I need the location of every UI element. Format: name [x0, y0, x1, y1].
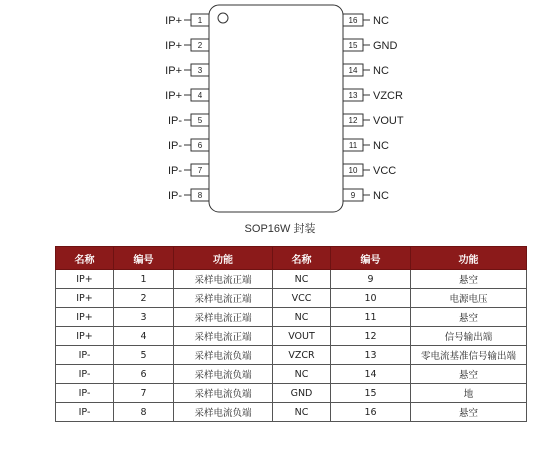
pin-number: 2 — [197, 41, 203, 50]
right-pin-14 — [343, 64, 389, 77]
table-cell: IP+ — [56, 308, 114, 327]
table-cell: NC — [273, 365, 331, 384]
table-row — [56, 403, 527, 422]
pin-number: 16 — [348, 16, 358, 25]
pin-number: 9 — [350, 191, 356, 200]
column-header: 编号 — [331, 247, 411, 270]
table-cell: 9 — [331, 270, 411, 289]
table-cell: NC — [273, 403, 331, 422]
pin-name: NC — [373, 190, 389, 202]
table-cell: 悬空 — [411, 270, 527, 289]
column-header: 名称 — [56, 247, 114, 270]
pin-number: 11 — [348, 141, 358, 150]
table-row — [56, 327, 527, 346]
pin-name: IP- — [167, 115, 182, 127]
table-cell: GND — [273, 384, 331, 403]
table-cell: 采样电流正端 — [174, 308, 273, 327]
table-cell: 3 — [114, 308, 174, 327]
pin-number: 1 — [197, 16, 203, 25]
table-cell: 16 — [331, 403, 411, 422]
right-pin-10 — [343, 164, 396, 177]
table-row — [56, 346, 527, 365]
column-header: 功能 — [174, 247, 273, 270]
pin-number: 6 — [197, 141, 203, 150]
pin-number: 5 — [197, 116, 203, 125]
package-body — [209, 5, 343, 212]
table-cell: IP+ — [56, 270, 114, 289]
table-cell: 采样电流正端 — [174, 270, 273, 289]
pin-name: GND — [373, 40, 398, 52]
table-row — [56, 270, 527, 289]
table-cell: 5 — [114, 346, 174, 365]
column-header: 编号 — [114, 247, 174, 270]
table-cell: 4 — [114, 327, 174, 346]
pin-number: 14 — [348, 66, 358, 75]
table-cell: IP- — [56, 365, 114, 384]
table-cell: 零电流基准信号输出端 — [411, 346, 527, 365]
table-cell: 采样电流负端 — [174, 403, 273, 422]
table-row — [56, 308, 527, 327]
table-cell: 15 — [331, 384, 411, 403]
pin-function-table — [55, 246, 527, 422]
table-cell: 8 — [114, 403, 174, 422]
table-cell: 信号输出端 — [411, 327, 527, 346]
table-cell: 悬空 — [411, 365, 527, 384]
table-cell: IP+ — [56, 289, 114, 308]
table-cell: VZCR — [273, 346, 331, 365]
table-cell: VOUT — [273, 327, 331, 346]
pin-number: 7 — [197, 166, 203, 175]
left-pin-5 — [168, 114, 209, 127]
right-pin-11 — [343, 139, 389, 152]
column-header: 名称 — [273, 247, 331, 270]
table-cell: 悬空 — [411, 403, 527, 422]
pin-name: IP+ — [165, 65, 182, 77]
pin-name: NC — [373, 65, 389, 77]
pin-number: 3 — [197, 66, 203, 75]
left-pin-6 — [168, 139, 209, 152]
pin-name: IP+ — [165, 90, 182, 102]
table-cell: 采样电流负端 — [174, 384, 273, 403]
pin-number: 10 — [348, 166, 358, 175]
pin-name: NC — [373, 15, 389, 27]
left-pin-3 — [165, 64, 209, 77]
table-cell: 采样电流负端 — [174, 346, 273, 365]
table-cell: 地 — [411, 384, 527, 403]
right-pin-15 — [343, 39, 398, 52]
pin-number: 8 — [197, 191, 203, 200]
table-cell: 悬空 — [411, 308, 527, 327]
left-pin-8 — [168, 189, 209, 202]
pin-name: VCC — [373, 165, 397, 177]
table-cell: 采样电流正端 — [174, 327, 273, 346]
pin-name: IP- — [167, 190, 182, 202]
table-row — [56, 384, 527, 403]
table-header-row — [56, 247, 527, 270]
table-cell: 7 — [114, 384, 174, 403]
right-pin-9 — [343, 189, 389, 202]
pin-number: 12 — [348, 116, 358, 125]
table-cell: VCC — [273, 289, 331, 308]
table-row — [56, 289, 527, 308]
pin-number: 13 — [348, 91, 358, 100]
table-cell: 14 — [331, 365, 411, 384]
table-cell: 采样电流负端 — [174, 365, 273, 384]
table-row — [56, 365, 527, 384]
right-pin-16 — [343, 14, 389, 27]
right-pin-12 — [343, 114, 404, 127]
table-cell: IP+ — [56, 327, 114, 346]
left-pin-2 — [165, 39, 209, 52]
pin-name: IP+ — [165, 40, 182, 52]
table-cell: 11 — [331, 308, 411, 327]
left-pin-7 — [168, 164, 209, 177]
table-cell: 2 — [114, 289, 174, 308]
column-header: 功能 — [411, 247, 527, 270]
right-pin-13 — [343, 89, 403, 102]
pin-name: NC — [373, 140, 389, 152]
table-cell: 1 — [114, 270, 174, 289]
pin-name: IP+ — [165, 15, 182, 27]
left-pin-1 — [165, 14, 209, 27]
table-cell: 10 — [331, 289, 411, 308]
pin-number: 15 — [348, 41, 358, 50]
pin-name: VOUT — [373, 115, 404, 127]
package-caption: SOP16W 封装 — [244, 223, 316, 235]
left-pin-4 — [165, 89, 209, 102]
table-cell: 12 — [331, 327, 411, 346]
table-cell: 采样电流正端 — [174, 289, 273, 308]
table-cell: 13 — [331, 346, 411, 365]
table-cell: NC — [273, 270, 331, 289]
pin-name: IP- — [167, 140, 182, 152]
table-cell: IP- — [56, 384, 114, 403]
table-cell: IP- — [56, 403, 114, 422]
table-cell: 电源电压 — [411, 289, 527, 308]
table-cell: NC — [273, 308, 331, 327]
sop16w-package-diagram — [0, 0, 560, 220]
pin-name: VZCR — [373, 90, 403, 102]
table-cell: IP- — [56, 346, 114, 365]
table-cell: 6 — [114, 365, 174, 384]
pin-name: IP- — [167, 165, 182, 177]
pin-number: 4 — [197, 91, 203, 100]
